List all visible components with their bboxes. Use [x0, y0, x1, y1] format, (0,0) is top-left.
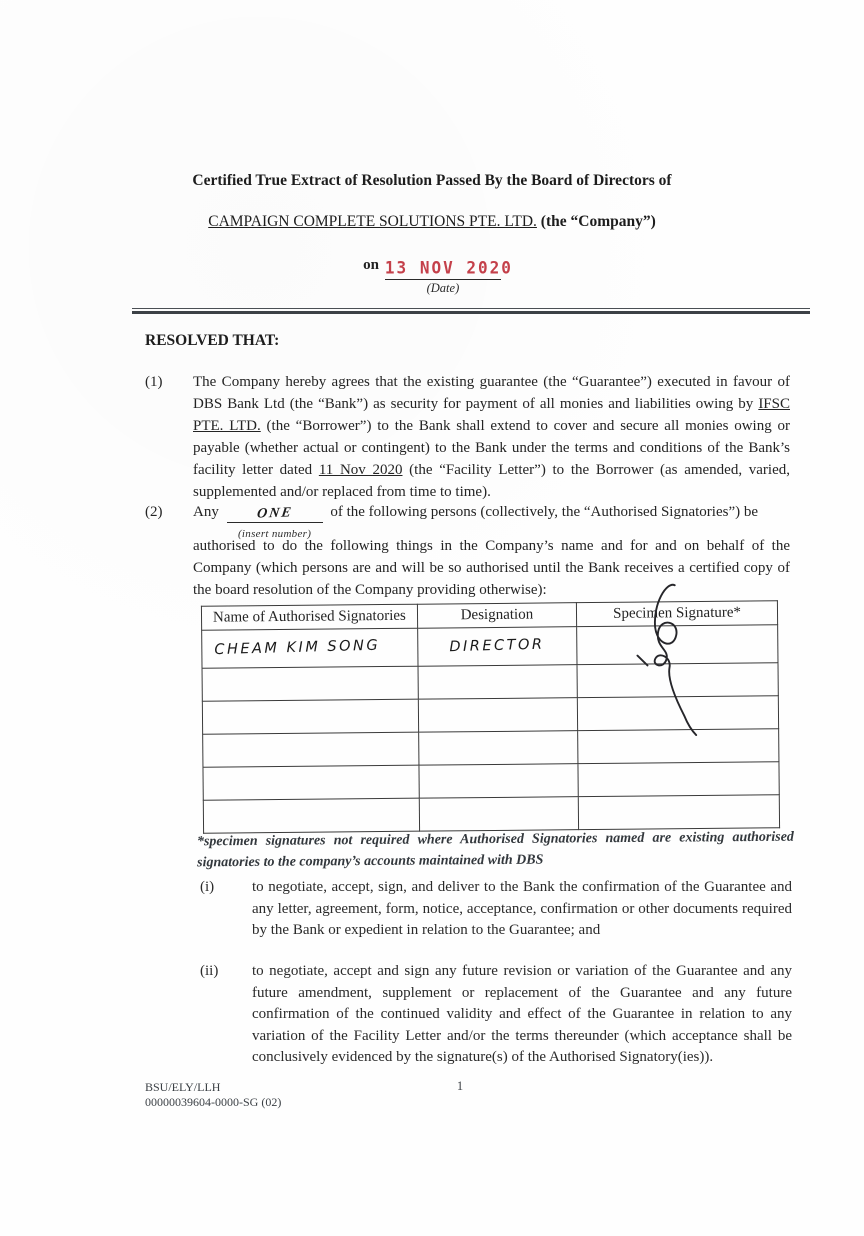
resolved-heading: RESOLVED THAT:	[145, 332, 280, 349]
empty-signature-cell	[577, 696, 778, 731]
table-row	[202, 663, 778, 702]
on-label: on	[363, 257, 379, 273]
empty-designation-cell	[419, 797, 579, 832]
empty-name-cell	[203, 765, 419, 800]
signatory-signature-cell	[577, 625, 778, 665]
footer-references	[145, 1080, 281, 1110]
footer-ref-code: BSU/ELY/LLH	[145, 1080, 221, 1094]
empty-signature-cell	[577, 663, 778, 698]
sub-clause-ii-text: to negotiate, accept and sign any future revision or variation of the Guarantee and any future amendment, supplement or replacement of the Guarantee and any future confirmation of the continued validity and effect of the Guarantee in relation to any variation of the Facility Letter and/or the terms thereunder (which acceptance shall be conclusively evidenced by the signature(s) of the Authorised Signatory(ies)).	[252, 963, 792, 1065]
company-name: CAMPAIGN COMPLETE SOLUTIONS PTE. LTD.	[208, 213, 537, 230]
date-blank-line	[384, 251, 513, 295]
signatory-name-cell	[202, 628, 418, 668]
empty-designation-cell	[418, 665, 578, 700]
insert-number-caption: (insert number)	[237, 528, 312, 540]
signatory-designation-cell	[417, 627, 577, 667]
empty-signature-cell	[578, 795, 779, 830]
document-title: Certified True Extract of Resolution Passed By the Board of Directors of	[192, 172, 672, 189]
clause-1	[145, 371, 790, 503]
clause-2-lead: Any	[193, 504, 219, 520]
sub-clause-i	[200, 877, 792, 942]
empty-signature-cell	[578, 762, 779, 797]
handwritten-designation: DIRECTOR	[449, 636, 546, 656]
empty-name-cell	[203, 732, 419, 767]
header-specimen-signature: Specimen Signature*	[576, 601, 777, 627]
clause-1-number: (1)	[145, 374, 163, 390]
clause-2-first-line	[193, 501, 790, 540]
header-designation: Designation	[417, 603, 577, 629]
clause-1-text: The Company hereby agrees that the existing guarantee (the “Guarantee”) executed in favour of DBS Bank Ltd (the “Bank”) as security for payment of all monies and liabilities owing by IFSC PTE. LTD. (the “Borrower”) to the Bank shall extend to cover and secure all monies owing or payable (whether actual or contingent) to the Bank under the terms and conditions of the Bank’s facility letter dated 11 Nov 2020 (the “Facility Letter”) to the Borrower (as amended, varied, supplemented and/or replaced from time to time).	[193, 374, 791, 500]
date-caption: (Date)	[426, 281, 460, 295]
empty-designation-cell	[418, 698, 578, 733]
horizontal-rule	[132, 308, 810, 314]
table-row	[202, 696, 778, 735]
handwritten-name: CHEAM KIM SONG	[214, 637, 381, 659]
table-row	[203, 762, 779, 801]
sub-clause-ii	[200, 961, 792, 1069]
table-row	[203, 729, 779, 768]
empty-designation-cell	[419, 764, 579, 799]
footer-doc-number: 00000039604-0000-SG (02)	[145, 1095, 282, 1109]
page-number: 1	[456, 1079, 464, 1093]
clause-2-text: authorised to do the following things in the Company’s name and for and on behalf of the Company (which persons are and will be so authorised until the Bank receives a certified copy of the board resolution of the Company providing otherwise):	[193, 538, 790, 598]
date-stamp: 13 NOV 2020	[384, 257, 513, 278]
sub-clause-i-text: to negotiate, accept, sign, and deliver to the Bank the confirmation of the Guarantee and any letter, agreement, form, notice, acceptance, confirmation or other documents required by the Bank or expedient in relation to the Guarantee; and	[252, 879, 792, 938]
sub-clause-ii-number: (ii)	[200, 963, 219, 979]
empty-name-cell	[203, 798, 419, 833]
empty-name-cell	[202, 699, 418, 734]
empty-designation-cell	[418, 731, 578, 766]
table-footnote: *specimen signatures not required where Authorised Signatories named are existing authorised signatories to the company’s accounts maintained with DBS	[196, 829, 794, 871]
table-row	[202, 625, 778, 669]
signatories-table	[201, 600, 780, 834]
date-line	[0, 250, 864, 295]
company-suffix: (the “Company”)	[536, 213, 656, 230]
header-name: Name of Authorised Signatories	[201, 604, 417, 630]
document-header	[60, 172, 804, 231]
sub-clause-i-number: (i)	[200, 879, 215, 895]
signatories-table-container	[201, 600, 780, 834]
clause-2	[145, 501, 790, 601]
insert-number-blank	[227, 502, 323, 540]
empty-name-cell	[202, 666, 418, 701]
clause-2-number: (2)	[145, 504, 163, 520]
handwritten-number: ONE	[255, 505, 294, 522]
clause-2-after-blank: of the following persons (collectively, the “Authorised Signatories”) be	[330, 504, 759, 520]
empty-signature-cell	[578, 729, 779, 764]
company-line	[60, 213, 804, 231]
